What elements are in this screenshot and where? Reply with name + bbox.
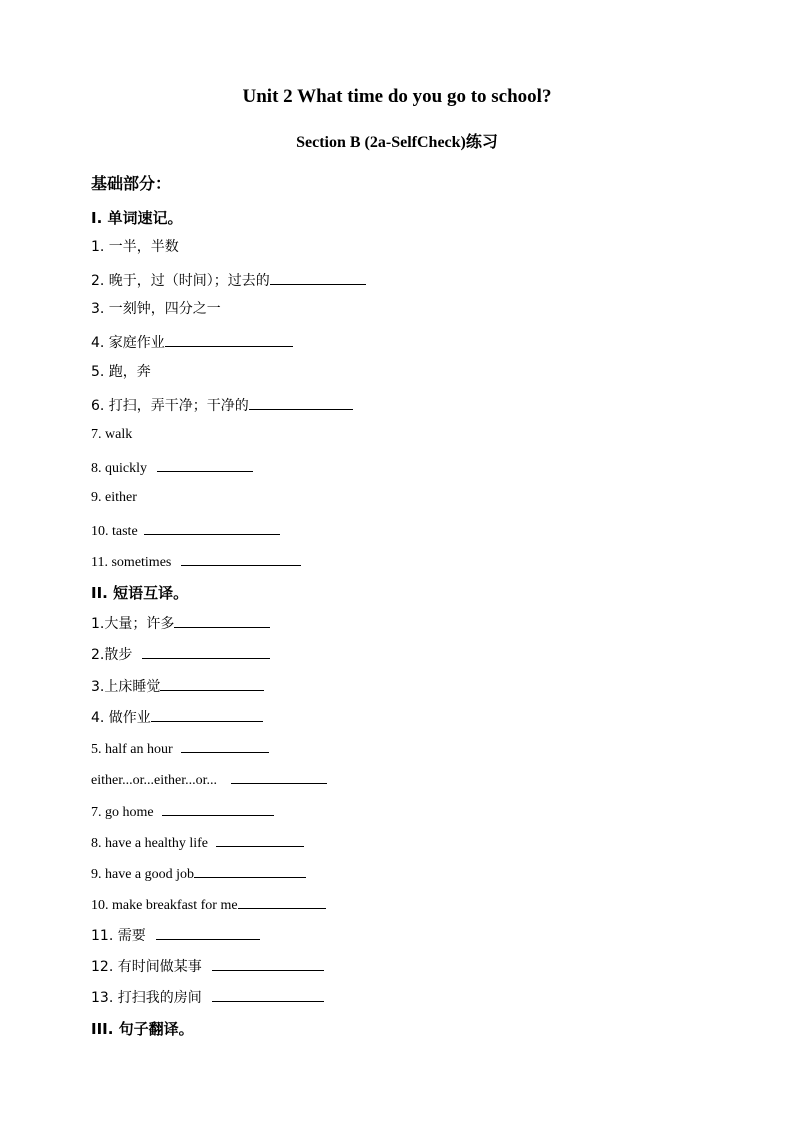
item-text: 12. 有时间做某事	[91, 959, 202, 975]
answer-blank[interactable]	[160, 676, 264, 691]
answer-blank[interactable]	[181, 738, 269, 753]
answer-blank[interactable]	[144, 520, 280, 535]
list-item	[91, 801, 274, 822]
answer-blank[interactable]	[162, 801, 274, 816]
answer-blank[interactable]	[156, 925, 260, 940]
list-item	[91, 238, 179, 256]
answer-blank[interactable]	[181, 551, 301, 566]
item-text: 5. half an hour	[91, 742, 173, 757]
answer-blank[interactable]	[194, 863, 306, 878]
item-text: 8. quickly	[91, 461, 147, 476]
list-item	[91, 551, 301, 572]
item-text: 3. 一刻钟，四分之一	[91, 301, 221, 317]
item-text: 1.大量；许多	[91, 616, 175, 632]
section1-heading: I. 单词速记。	[91, 209, 183, 227]
answer-blank[interactable]	[212, 956, 324, 971]
item-text: 11. sometimes	[91, 555, 172, 570]
page-title: Unit 2 What time do you go to school?	[242, 86, 552, 107]
item-text: 8. have a healthy life	[91, 836, 209, 851]
item-text: 3.上床睡觉	[91, 679, 161, 695]
list-item	[91, 987, 324, 1007]
item-text: 4. 做作业	[91, 710, 151, 726]
section3-heading: III. 句子翻译。	[91, 1020, 194, 1038]
list-item	[91, 300, 221, 318]
item-text: 4. 家庭作业	[91, 335, 165, 351]
list-item	[91, 270, 366, 290]
item-text: 9. have a good job	[91, 867, 195, 882]
list-item	[91, 426, 132, 444]
answer-blank[interactable]	[216, 832, 304, 847]
page-subtitle: Section B (2a-SelfCheck)练习	[296, 134, 498, 151]
item-text: 10. taste	[91, 524, 138, 539]
item-text: 5. 跑，奔	[91, 364, 151, 380]
item-text: 6. 打扫，弄干净；干净的	[91, 398, 249, 414]
item-text: 10. make breakfast for me	[91, 898, 238, 913]
list-item	[91, 613, 270, 633]
list-item	[91, 832, 304, 853]
item-text: either...or...either...or...	[91, 773, 217, 788]
answer-blank[interactable]	[212, 987, 324, 1002]
item-text: 2. 晚于，过（时间）；过去的	[91, 273, 270, 289]
list-item	[91, 520, 280, 541]
list-item	[91, 676, 264, 696]
item-text: 7. go home	[91, 805, 154, 820]
item-text: 9. either	[91, 490, 137, 505]
list-item	[91, 894, 326, 915]
item-text: 11. 需要	[91, 928, 146, 944]
answer-blank[interactable]	[174, 613, 270, 628]
list-item	[91, 363, 151, 381]
list-item	[91, 738, 269, 759]
list-item	[91, 956, 324, 976]
answer-blank[interactable]	[157, 457, 253, 472]
basic-heading: 基础部分：	[91, 174, 172, 193]
answer-blank[interactable]	[142, 644, 270, 659]
item-text: 1. 一半，半数	[91, 239, 179, 255]
answer-blank[interactable]	[270, 270, 366, 285]
answer-blank[interactable]	[151, 707, 263, 722]
list-item	[91, 707, 263, 727]
section2-heading: II. 短语互译。	[91, 584, 189, 602]
answer-blank[interactable]	[238, 894, 326, 909]
list-item	[91, 395, 353, 415]
list-item	[91, 644, 270, 664]
list-item	[91, 489, 137, 507]
item-text: 2.散步	[91, 647, 133, 663]
answer-blank[interactable]	[249, 395, 353, 410]
answer-blank[interactable]	[165, 332, 293, 347]
list-item	[91, 769, 327, 790]
list-item	[91, 863, 306, 884]
item-text: 13. 打扫我的房间	[91, 990, 202, 1006]
item-text: 7. walk	[91, 427, 133, 442]
list-item	[91, 457, 253, 478]
list-item	[91, 332, 293, 352]
list-item	[91, 925, 260, 945]
answer-blank[interactable]	[231, 769, 327, 784]
